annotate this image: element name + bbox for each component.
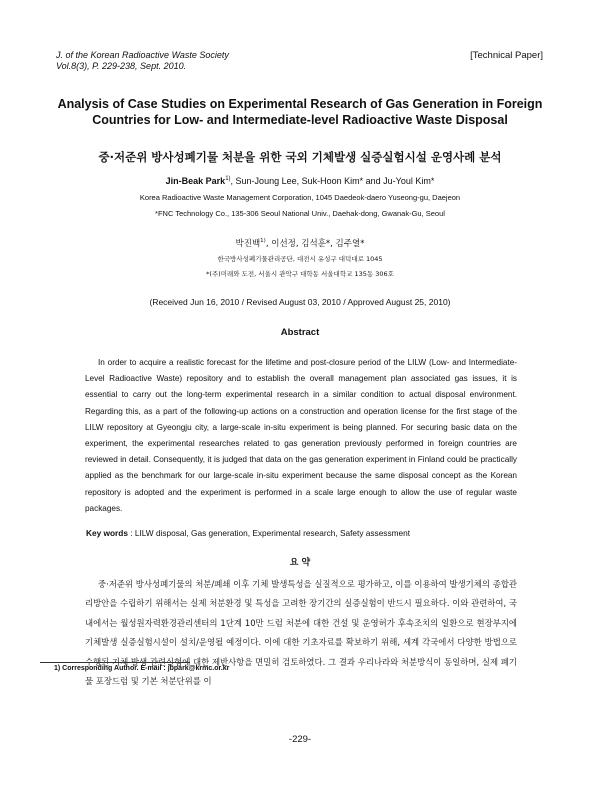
co-authors-korean: , 이선정, 김석훈*, 김주열* <box>265 239 365 249</box>
keywords-label: Key words <box>86 528 128 538</box>
lead-author: Jin-Beak Park <box>165 176 226 186</box>
author-list <box>40 176 560 186</box>
paper-title-line-2: Countries for Low- and Intermediate-level Radioactive Waste Disposal <box>92 113 508 127</box>
abstract-text: In order to acquire a realistic forecast for the lifetime and post-closure period of the LILW (Low- and Intermediate-Level Radioactive Waste) repository and to establish the overall management plan associated gas issues, it is essential to carry out the long-term experimental research in a similar condition to actual disposal environment. Regarding this, as a part of the following-up actions on a construction and operation license for the first stage of the LILW repository at Gyeongju city, a large-scale in-situ experiment is being planned. For securing basic data on the experiment, the experimental researches related to gas generation previously performed in foreign countries are reviewed in detail. Consequently, it is judged that data on the gas generation experiment in Finland could be practically applied as the benchmark for our large-scale in-situ experiment because the same disposal concept as the Korean repository is adopted and the experiment is performed in a scale large enough to allow the use of regular waste packages. <box>85 358 517 513</box>
summary-heading: 요 약 <box>289 558 311 568</box>
summary-text: 중·저준위 방사성폐기물의 처분/폐쇄 이후 기체 발생특성을 실질적으로 평가하고, 이를 이용하여 발생기체의 종합관리방안을 수립하기 위해서는 실제 처분환경 및 특성을 고려한 장기간의 실증실험이 반드시 필요하다. 이와 관련하여, 국내에서는 월성원자력환경관리센터의 1단계 10만 드럼 처분에 대한 건설 및 운영허가 후속조치의 일환으로 현장부지에 기체발생 실증실험시설이 설치/운영될 예정이다. 이에 대한 기초자료를 확보하기 위해, 세계 각국에서 다양한 방법으로 수행된 기체 발생 관련실험에 대한 제반사항을 면밀히 검토하였다. 그 결과 우리나라와 처분방식이 동일하며, 실제 폐기물 포장드럼 및 기본 처분단위를 이 <box>85 579 517 687</box>
lead-author-korean: 박진백 <box>235 239 261 249</box>
affiliation-korean-2: *(주)미래와 도전, 서울시 관악구 대학동 서울대학교 135동 306호 <box>206 270 394 278</box>
author-list-korean <box>40 237 560 249</box>
footnote-divider <box>40 662 190 663</box>
affiliation-korean-1: 한국방사성폐기물관리공단, 대전시 유성구 대덕대로 1045 <box>217 255 383 263</box>
paper-title-line-1: Analysis of Case Studies on Experimental Research of Gas Generation in Foreign <box>57 97 543 111</box>
lead-author-mark: 1) <box>225 176 231 182</box>
journal-volume: Vol.8(3), P. 229-238, Sept. 2010. <box>56 61 187 71</box>
page-number: -229- <box>288 734 312 745</box>
journal-name: J. of the Korean Radioactive Waste Society <box>56 50 229 60</box>
affiliation-1: Korea Radioactive Waste Management Corporation, 1045 Daedeok-daero Yuseong-gu, Daejeon <box>139 193 461 202</box>
abstract-heading: Abstract <box>280 327 320 338</box>
co-authors: , Sun-Joung Lee, Suk-Hoon Kim* and Ju-Youl Kim* <box>230 176 435 186</box>
corresponding-author-footnote: 1) Corresponding Author. E-mail : jbpark@krmc.or.kr <box>54 665 230 672</box>
keywords-separator: : <box>127 528 135 538</box>
paper-type-label: [Technical Paper] <box>470 50 543 61</box>
paper-title <box>40 96 560 128</box>
received-dates: (Received Jun 16, 2010 / Revised August 03, 2010 / Approved August 25, 2010) <box>149 297 451 307</box>
journal-citation <box>56 50 229 72</box>
keywords-text: LILW disposal, Gas generation, Experimental research, Safety assessment <box>134 528 411 538</box>
paper-title-korean: 중·저준위 방사성폐기물 처분을 위한 국외 기체발생 실증실험시설 운영사례 분석 <box>98 150 502 164</box>
keywords <box>86 528 410 538</box>
lead-author-mark-korean: 1) <box>260 238 266 245</box>
affiliation-2: *FNC Technology Co., 135-306 Seoul National Univ., Daehak-dong, Gwanak-Gu, Seoul <box>155 209 445 218</box>
